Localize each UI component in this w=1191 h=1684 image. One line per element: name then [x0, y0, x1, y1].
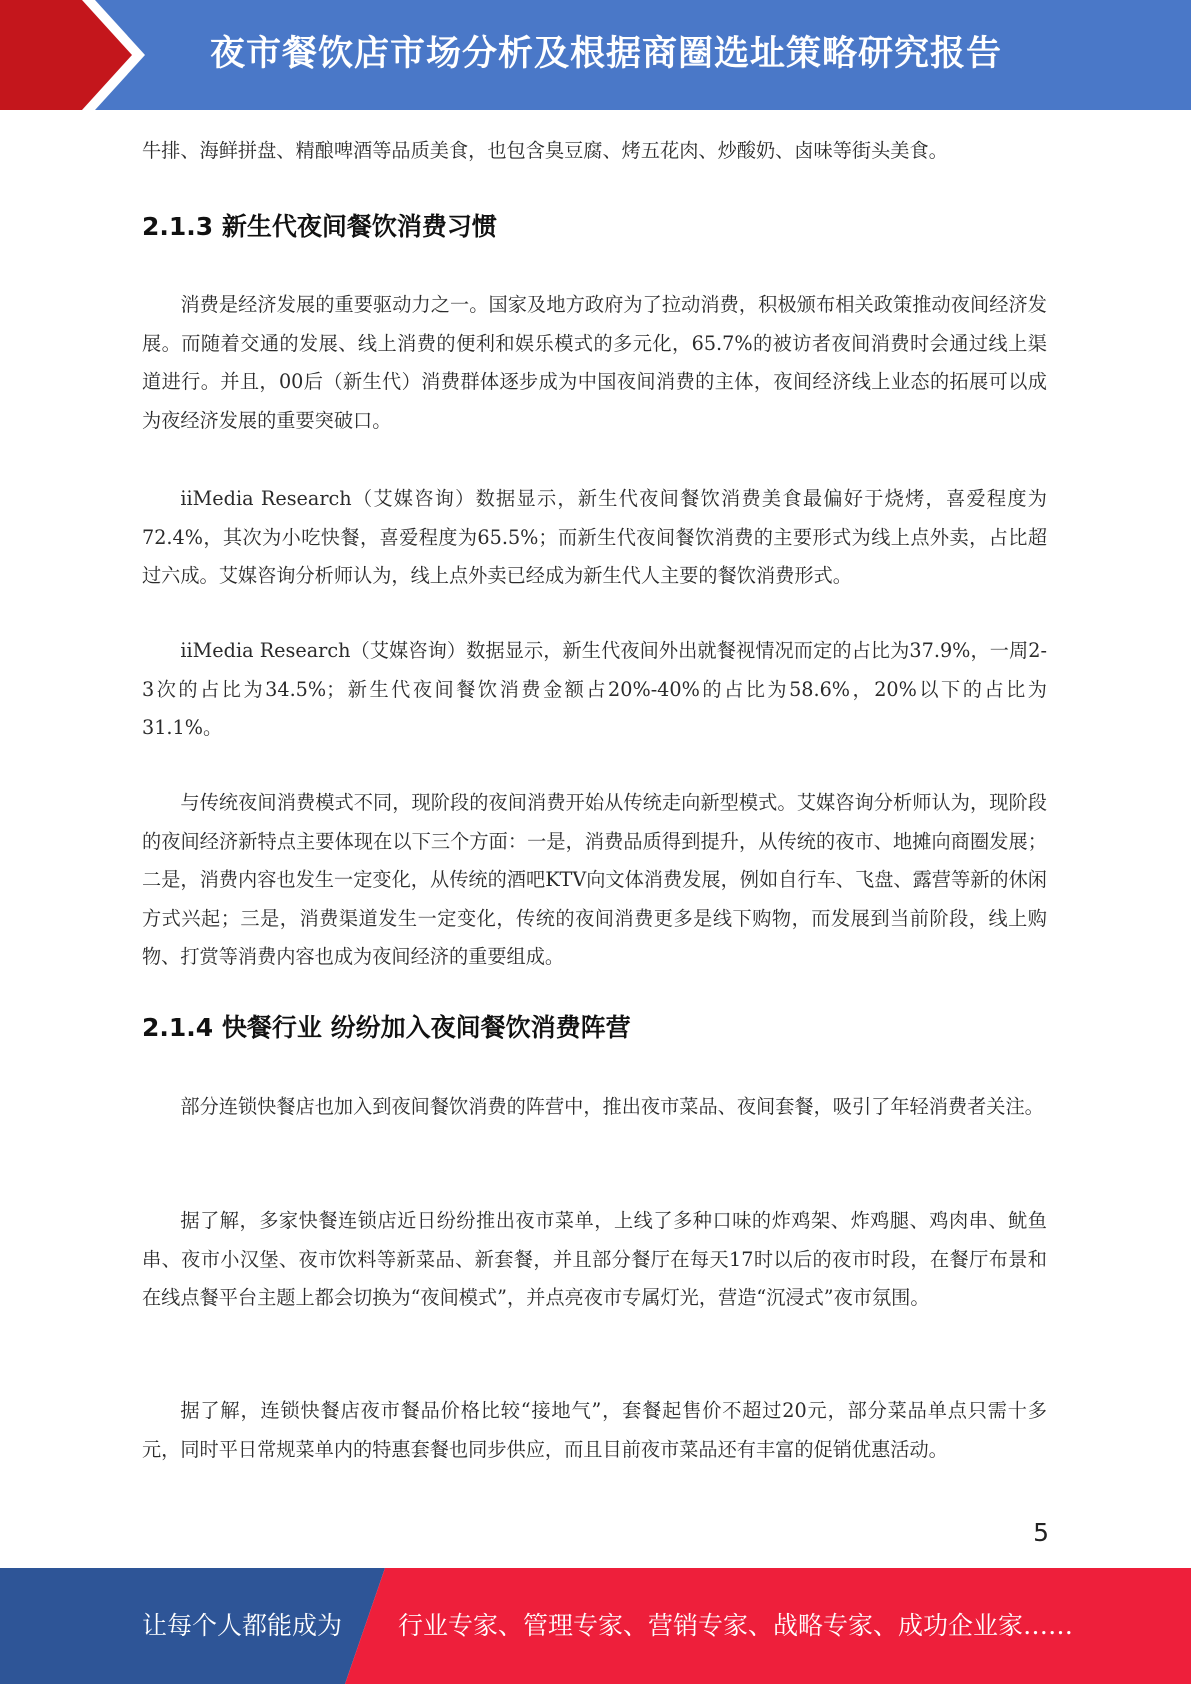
paragraph: iiMedia Research（艾媒咨询）数据显示，新生代夜间外出就餐视情况而定的占比为37.9%，一周2-3次的占比为34.5%；新生代夜间餐饮消费金额占20%-40%的占比为58.6%，20%以下的占比为31.1%。: [142, 639, 1047, 739]
footer-banner: [0, 1568, 1191, 1684]
paragraph: 据了解，连锁快餐店夜市餐品价格比较“接地气”，套餐起售价不超过20元，部分菜品单点只需十多元，同时平日常规菜单内的特惠套餐也同步供应，而且目前夜市菜品还有丰富的促销优惠活动。: [142, 1399, 1047, 1461]
section-2-1-3-paragraph-1: [142, 286, 1047, 440]
section-heading-2-1-3: 2.1.3 新生代夜间餐饮消费习惯: [142, 212, 497, 241]
section-2-1-3-paragraph-3: [142, 632, 1047, 748]
header-banner: [0, 0, 1191, 110]
paragraph: 据了解，多家快餐连锁店近日纷纷推出夜市菜单，上线了多种口味的炸鸡架、炸鸡腿、鸡肉串、鱿鱼串、夜市小汉堡、夜市饮料等新菜品、新套餐，并且部分餐厅在每天17时以后的夜市时段，在餐厅布景和在线点餐平台主题上都会切换为“夜间模式”，并点亮夜市专属灯光，营造“沉浸式”夜市氛围。: [142, 1209, 1047, 1309]
section-2-1-4-paragraph-2: [142, 1202, 1047, 1318]
section-2-1-3-paragraph-2: [142, 480, 1047, 596]
page-number: 5: [1033, 1518, 1049, 1547]
footer-slogan-right: 行业专家、管理专家、营销专家、战略专家、成功企业家……: [398, 1611, 1074, 1640]
header-arrow-red: [0, 0, 132, 110]
paragraph: iiMedia Research（艾媒咨询）数据显示，新生代夜间餐饮消费美食最偏好于烧烤，喜爱程度为72.4%，其次为小吃快餐，喜爱程度为65.5%；而新生代夜间餐饮消费的主要形式为线上点外卖，占比超过六成。艾媒咨询分析师认为，线上点外卖已经成为新生代人主要的餐饮消费形式。: [142, 487, 1047, 587]
document-title: 夜市餐饮店市场分析及根据商圈选址策略研究报告: [210, 34, 1003, 74]
paragraph: 消费是经济发展的重要驱动力之一。国家及地方政府为了拉动消费，积极颁布相关政策推动夜间经济发展。而随着交通的发展、线上消费的便利和娱乐模式的多元化，65.7%的被访者夜间消费时会通过线上渠道进行。并且，00后（新生代）消费群体逐步成为中国夜间消费的主体，夜间经济线上业态的拓展可以成为夜经济发展的重要突破口。: [142, 293, 1047, 432]
paragraph: 与传统夜间消费模式不同，现阶段的夜间消费开始从传统走向新型模式。艾媒咨询分析师认为，现阶段的夜间经济新特点主要体现在以下三个方面：一是，消费品质得到提升，从传统的夜市、地摊向商圈发展；二是，消费内容也发生一定变化，从传统的酒吧KTV向文体消费发展，例如自行车、飞盘、露营等新的休闲方式兴起；三是，消费渠道发生一定变化，传统的夜间消费更多是线下购物，而发展到当前阶段，线上购物、打赏等消费内容也成为夜间经济的重要组成。: [142, 791, 1047, 968]
paragraph: 部分连锁快餐店也加入到夜间餐饮消费的阵营中，推出夜市菜品、夜间套餐，吸引了年轻消费者关注。: [180, 1095, 1044, 1118]
section-2-1-3-paragraph-4: [142, 784, 1047, 977]
intro-paragraph: [142, 132, 1047, 171]
section-2-1-4-paragraph-1: [142, 1088, 1047, 1127]
section-heading-2-1-4: 2.1.4 快餐行业 纷纷加入夜间餐饮消费阵营: [142, 1013, 631, 1042]
intro-line: 牛排、海鲜拼盘、精酿啤酒等品质美食，也包含臭豆腐、烤五花肉、炒酸奶、卤味等街头美食。: [142, 139, 948, 162]
footer-slogan-left: 让每个人都能成为: [142, 1611, 343, 1640]
section-2-1-4-paragraph-3: [142, 1392, 1047, 1469]
